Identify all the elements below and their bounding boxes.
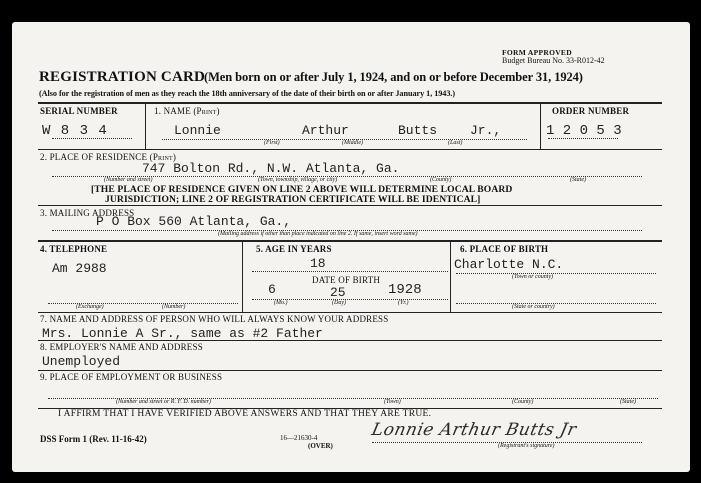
budget-bureau-label: Budget Bureau No. 33-R012-42	[502, 56, 605, 65]
vline-age	[450, 242, 451, 312]
mailing-label: 3. MAILING ADDRESS	[40, 208, 135, 218]
contact-value: Mrs. Lonnie A Sr., same as #2 Father	[42, 326, 323, 341]
mailing-value: P O Box 560 Atlanta, Ga.,	[96, 214, 292, 229]
residence-value: 747 Bolton Rd., N.W. Atlanta, Ga.	[142, 161, 400, 176]
dob-sub-yr: (Yr.)	[398, 300, 409, 306]
name-middle-label: (Middle)	[342, 140, 363, 146]
rule-row4	[38, 312, 662, 313]
rule-row7	[38, 340, 662, 341]
over-label: (OVER)	[308, 442, 333, 450]
vline-serial	[145, 104, 146, 150]
order-line	[548, 138, 618, 139]
form-approved-label: FORM APPROVED	[502, 48, 572, 57]
dob-label: DATE OF BIRTH	[312, 275, 381, 285]
print-number: 16—21630-4	[280, 434, 318, 442]
employment-sub-county: (County)	[512, 399, 534, 405]
dob-month: 6	[268, 282, 276, 297]
age-value: 18	[310, 256, 326, 271]
rule-row2	[38, 205, 662, 206]
birthplace-label: 6. PLACE OF BIRTH	[460, 244, 549, 254]
birthplace-sub-state: (State or country)	[512, 304, 555, 310]
name-last: Butts	[398, 123, 438, 138]
rule-row3	[38, 240, 662, 242]
vline-phone	[242, 242, 243, 312]
birthplace-line	[456, 273, 656, 274]
dob-year: 1928	[388, 282, 422, 298]
vline-order	[540, 104, 541, 150]
residence-notice-line2: JURISDICTION; LINE 2 OF REGISTRATION CERTIFICATE WILL BE IDENTICAL]	[105, 194, 481, 205]
name-first-label: (First)	[264, 140, 280, 146]
employer-value: Unemployed	[42, 354, 121, 369]
rule-row9	[38, 408, 662, 409]
employment-place-label: 9. PLACE OF EMPLOYMENT OR BUSINESS	[40, 372, 223, 382]
card-title: REGISTRATION CARD	[39, 69, 206, 85]
residence-sub-street: (Number and street)	[104, 177, 153, 183]
employment-sub-town: (Town)	[384, 399, 401, 405]
employer-label: 8. EMPLOYER'S NAME AND ADDRESS	[40, 342, 203, 352]
employment-sub-state: (State)	[620, 399, 636, 405]
form-number: DSS Form 1 (Rev. 11-16-42)	[40, 434, 147, 444]
order-number-label: ORDER NUMBER	[552, 106, 630, 116]
birthplace-sub-town: (Town or county)	[512, 274, 554, 280]
residence-sub-county: (County)	[430, 177, 452, 183]
registration-card	[12, 22, 690, 472]
serial-line	[52, 138, 132, 139]
order-number-value: 1 2 0 5 3	[546, 123, 622, 139]
residence-sub-town: (Town, township, village, or city)	[258, 177, 338, 183]
employment-sub-street: (Number and street or R. F. D. number)	[116, 399, 211, 405]
rule-row1	[38, 149, 662, 150]
telephone-sub-number: (Number)	[162, 304, 186, 310]
name-suffix: Jr.,	[470, 123, 502, 138]
name-label: 1. NAME (Print)	[154, 106, 220, 116]
mailing-sub: (Mailing address if other than place indicated on line 2. If same, insert word same)	[218, 231, 418, 237]
affirm-text: I AFFIRM THAT I HAVE VERIFIED ABOVE ANSWERS AND THAT THEY ARE TRUE.	[58, 409, 432, 419]
telephone-value: Am 2988	[52, 261, 107, 276]
contact-label: 7. NAME AND ADDRESS OF PERSON WHO WILL ALWAYS KNOW YOUR ADDRESS	[40, 314, 389, 324]
card-also-line: (Also for the registration of men as they reach the 18th anniversary of the date of their birth on or after January 1, 1943.)	[39, 89, 456, 98]
dob-day: 25	[330, 285, 346, 300]
name-last-label: (Last)	[448, 140, 463, 146]
dob-sub-mo: (Mo.)	[274, 300, 288, 306]
name-first: Lonnie	[174, 123, 221, 138]
serial-number-value: W 8 3 4	[42, 123, 108, 139]
card-subtitle: (Men born on or after July 1, 1924, and on or before December 31, 1924)	[204, 70, 583, 84]
rule-row8	[38, 370, 662, 371]
age-label: 5. AGE IN YEARS	[256, 244, 332, 254]
name-middle: Arthur	[302, 123, 349, 138]
registrant-signature: Lonnie Arthur Butts Jr	[369, 420, 579, 440]
serial-number-label: SERIAL NUMBER	[40, 106, 118, 116]
birthplace-line2	[456, 303, 656, 304]
rule-top	[38, 102, 662, 104]
birthplace-value: Charlotte N.C.	[454, 257, 564, 272]
telephone-label: 4. TELEPHONE	[40, 244, 108, 254]
telephone-sub-exchange: (Exchange)	[76, 304, 104, 310]
residence-label: 2. PLACE OF RESIDENCE (Print)	[40, 152, 177, 162]
residence-sub-state: (State)	[570, 177, 586, 183]
age-line	[252, 271, 448, 272]
signature-label: (Registrant's signature)	[498, 443, 555, 449]
dob-sub-day: (Day)	[332, 300, 346, 306]
residence-notice-line1: [THE PLACE OF RESIDENCE GIVEN ON LINE 2 ABOVE WILL DETERMINE LOCAL BOARD	[91, 184, 513, 195]
